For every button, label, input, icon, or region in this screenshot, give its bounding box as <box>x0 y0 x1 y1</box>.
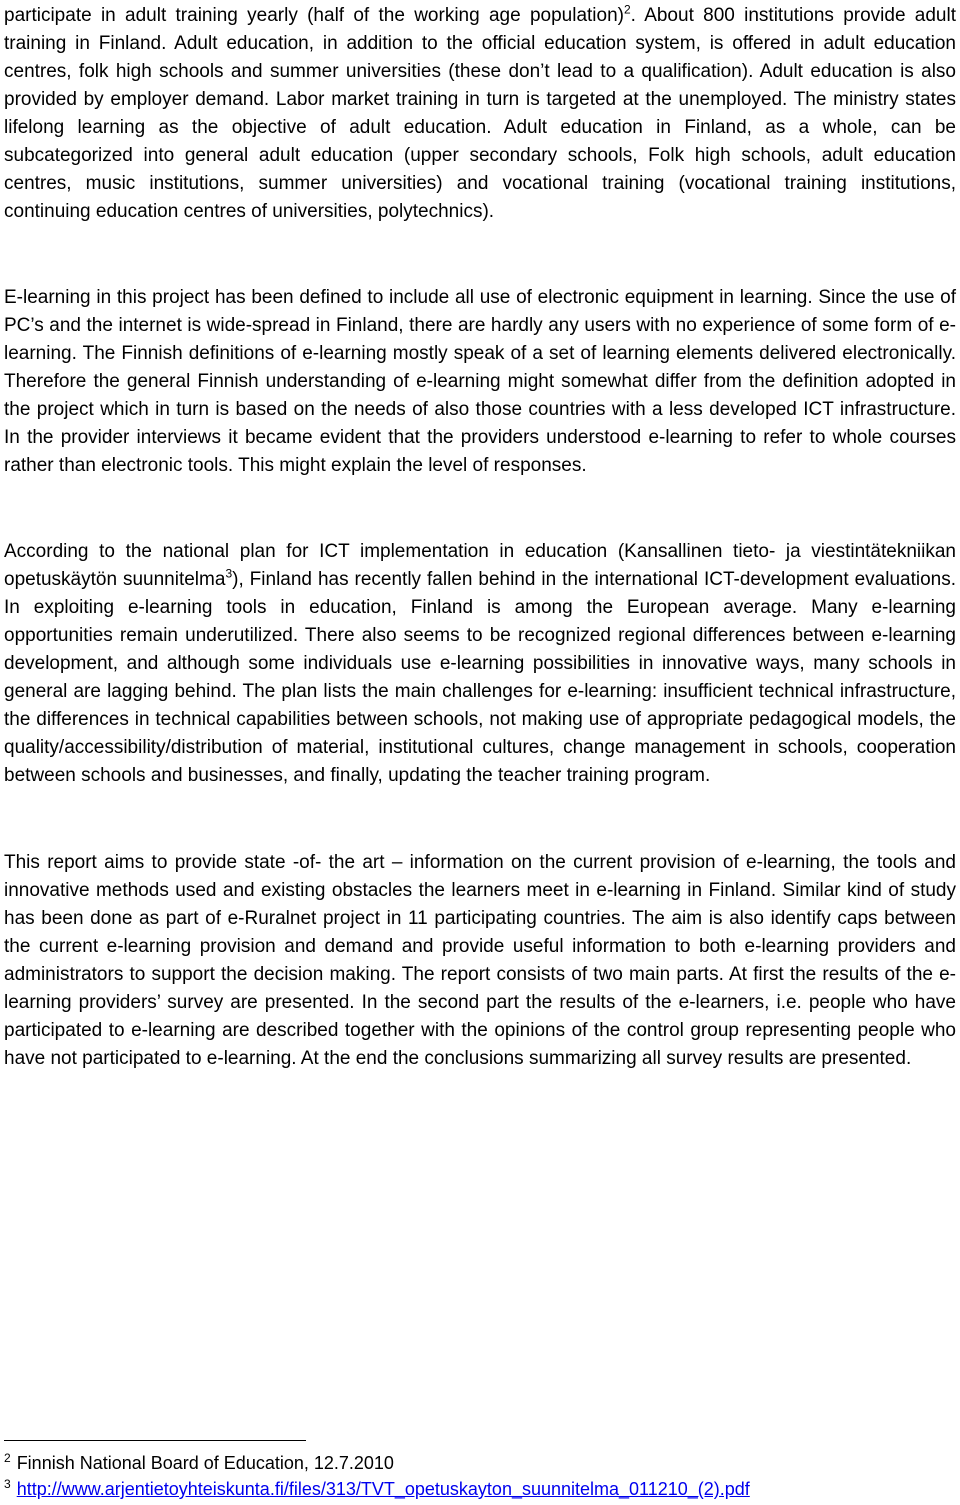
paragraph-e-learning-definition: E-learning in this project has been defined to include all use of electronic equipment in learning. Since the use of PC’s and the internet is wide-spread in Finland, there are hardly any users with no experience of some form of e-learning. The Finnish definitions of e-learning mostly speak of a set of learning elements delivered electronically. Therefore the general Finnish understanding of e-learning might somewhat differ from the definition adopted in the project which in turn is based on the needs of also those countries with a less developed ICT infrastructure. In the provider interviews it became evident that the providers understood e-learning to refer to whole courses rather than electronic tools. This might explain the level of responses. <box>4 287 956 476</box>
footnote-number: 3 <box>4 1477 11 1491</box>
paragraph-national-plan <box>4 538 956 790</box>
paragraph-text: ), Finland has recently fallen behind in the international ICT-development evaluations. In exploiting e-learning tools in education, Finland is among the European average. Many e-learning opportunities remain underutilized. There also seems to be recognized regional differences between e-learning development, and although some individuals use e-learning possibilities in innovative ways, many schools in general are lagging behind. The plan lists the main challenges for e-learning: insufficient technical infrastructure, the differences in technical capabilities between schools, not making use of appropriate pedagogical models, the quality/accessibility/distribution of material, institutional cultures, change management in schools, cooperation between schools and businesses, and finally, updating the teacher training program. <box>4 569 956 786</box>
footnote-item <box>4 1477 956 1501</box>
footnote-divider <box>4 1440 306 1441</box>
paragraph-adult-education <box>4 2 956 226</box>
paragraph-text: . About 800 institutions provide adult training in Finland. Adult education, in addition to the official education system, is offered in adult education centres, folk high schools and summer universities (these don’t lead to a qualification). Adult education is also provided by employer demand. Labor market training in turn is targeted at the unemployed. The ministry states lifelong learning as the objective of adult education. Adult education in Finland, as a whole, can be subcategorized into general adult education (upper secondary schools, Folk high schools, adult education centres, music institutions, summer universities) and vocational training (vocational training institutions, continuing education centres of universities, polytechnics). <box>4 5 957 222</box>
footnote-number: 2 <box>4 1451 11 1465</box>
footnote-text: Finnish National Board of Education, 12.7.2010 <box>16 1453 394 1473</box>
paragraph-text: participate in adult training yearly (half of the working age population) <box>4 5 624 26</box>
footnote-link[interactable]: http://www.arjentietoyhteiskunta.fi/files/313/TVT_opetuskayton_suunnitelma_011210_(2).pdf <box>16 1479 750 1499</box>
footnote-reference[interactable]: 2 <box>623 2 631 17</box>
paragraph-report-aims: This report aims to provide state -of- the art – information on the current provision of e-learning, the tools and innovative methods used and existing obstacles the learners meet in e-learning in Finland. Similar kind of study has been done as part of e-Ruralnet project in 11 participating countries. The aim is also identify caps between the current e-learning provision and demand and provide useful information to both e-learning providers and administrators to support the decision making. The report consists of two main parts. At first the results of the e-learning providers’ survey are presented. In the second part the results of the e-learners, i.e. people who have participated to e-learning are described together with the opinions of the control group representing people who have not participated to e-learning. At the end the conclusions summarizing all survey results are presented. <box>4 852 956 1069</box>
footnote-item <box>4 1451 956 1475</box>
paragraph-text: According to the national plan for ICT implementation in education (Kansallinen tieto- ja viestintätekniikan opetuskäytön suunnitelma <box>4 541 956 590</box>
footnote-reference[interactable]: 3 <box>225 566 233 581</box>
